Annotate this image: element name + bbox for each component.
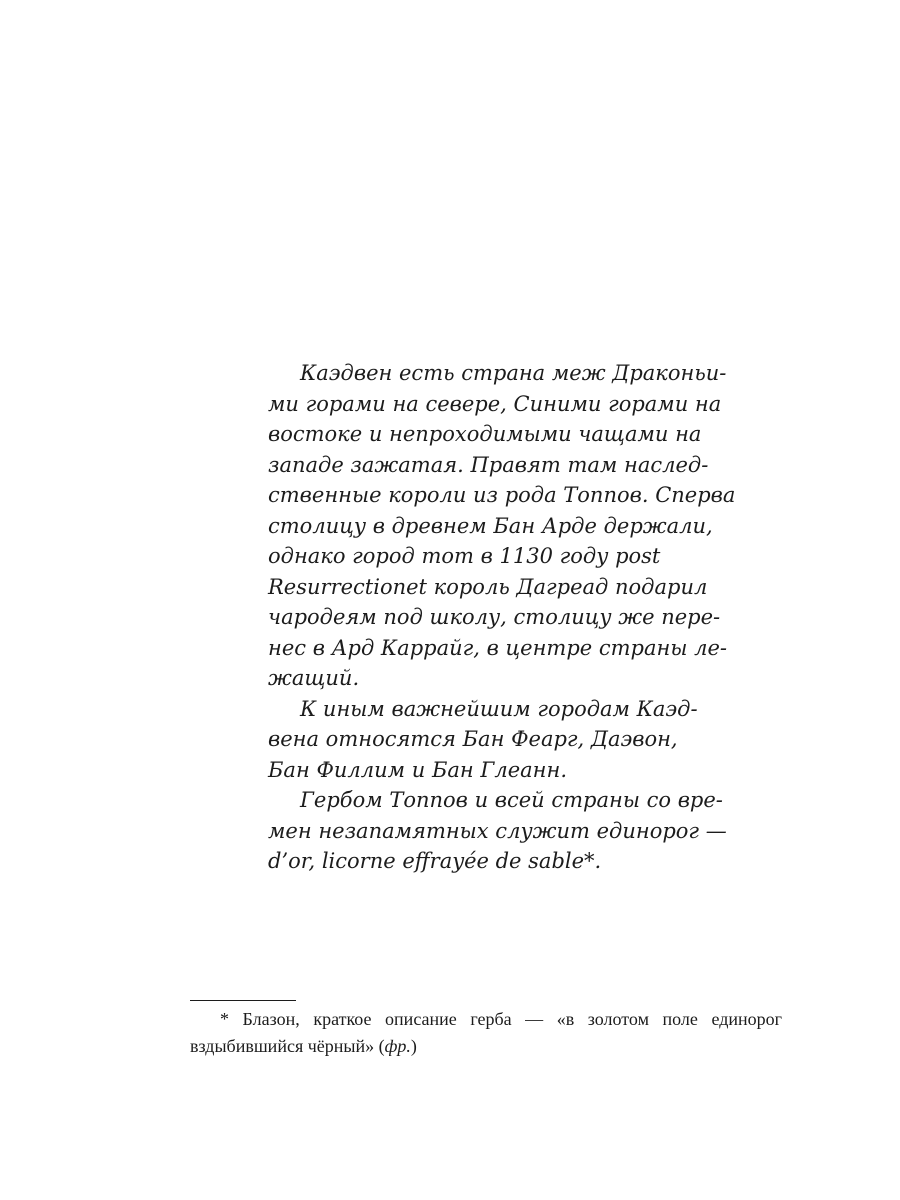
footnote-text: вздыбившийся чёрный» ( — [190, 1036, 385, 1056]
epigraph-line: Бан Филлим и Бан Глеанн. — [268, 757, 567, 782]
epigraph-line: мен незапамятных служит единорог — — [268, 818, 727, 843]
epigraph-line: К иным важнейшим городам Каэд- — [300, 696, 698, 721]
epigraph-line: Гербом Топпов и всей страны со вре- — [300, 788, 723, 812]
footnote — [190, 1006, 782, 1060]
epigraph-line: вена относятся Бан Феарг, Даэвон, — [268, 727, 678, 751]
epigraph-line: нес в Ард Каррайг, в центре страны ле- — [268, 635, 728, 660]
footnote-language-abbr: фр. — [384, 1036, 411, 1056]
epigraph-text — [268, 358, 736, 877]
epigraph-line: Resurrectionet король Дагреад подарил — [268, 574, 708, 599]
epigraph-line: однако город тот в 1130 году post — [268, 544, 661, 568]
epigraph-line: чародеям под школу, столицу же пере- — [268, 605, 721, 629]
epigraph-line: ственные короли из рода Топпов. Сперва — [268, 483, 736, 507]
epigraph-line: столицу в древнем Бан Арде держали, — [268, 513, 713, 538]
footnote-line — [190, 1033, 782, 1060]
footnote-divider — [190, 1000, 296, 1001]
footnote-close-paren: ) — [410, 1036, 417, 1056]
epigraph-line: западе зажатая. Правят там наслед- — [268, 452, 709, 477]
epigraph-line: ми горами на севере, Синими горами на — [268, 391, 722, 416]
epigraph-line: жащий. — [268, 666, 360, 690]
epigraph-line: Каэдвен есть страна меж Драконьи- — [300, 361, 727, 385]
footnote-line: * Блазон, краткое описание герба — «в золотом поле единорог — [220, 1009, 782, 1029]
epigraph-line: востоке и непроходимыми чащами на — [268, 422, 702, 446]
epigraph-line: d’or, licorne effrayée de sable*. — [268, 849, 602, 873]
